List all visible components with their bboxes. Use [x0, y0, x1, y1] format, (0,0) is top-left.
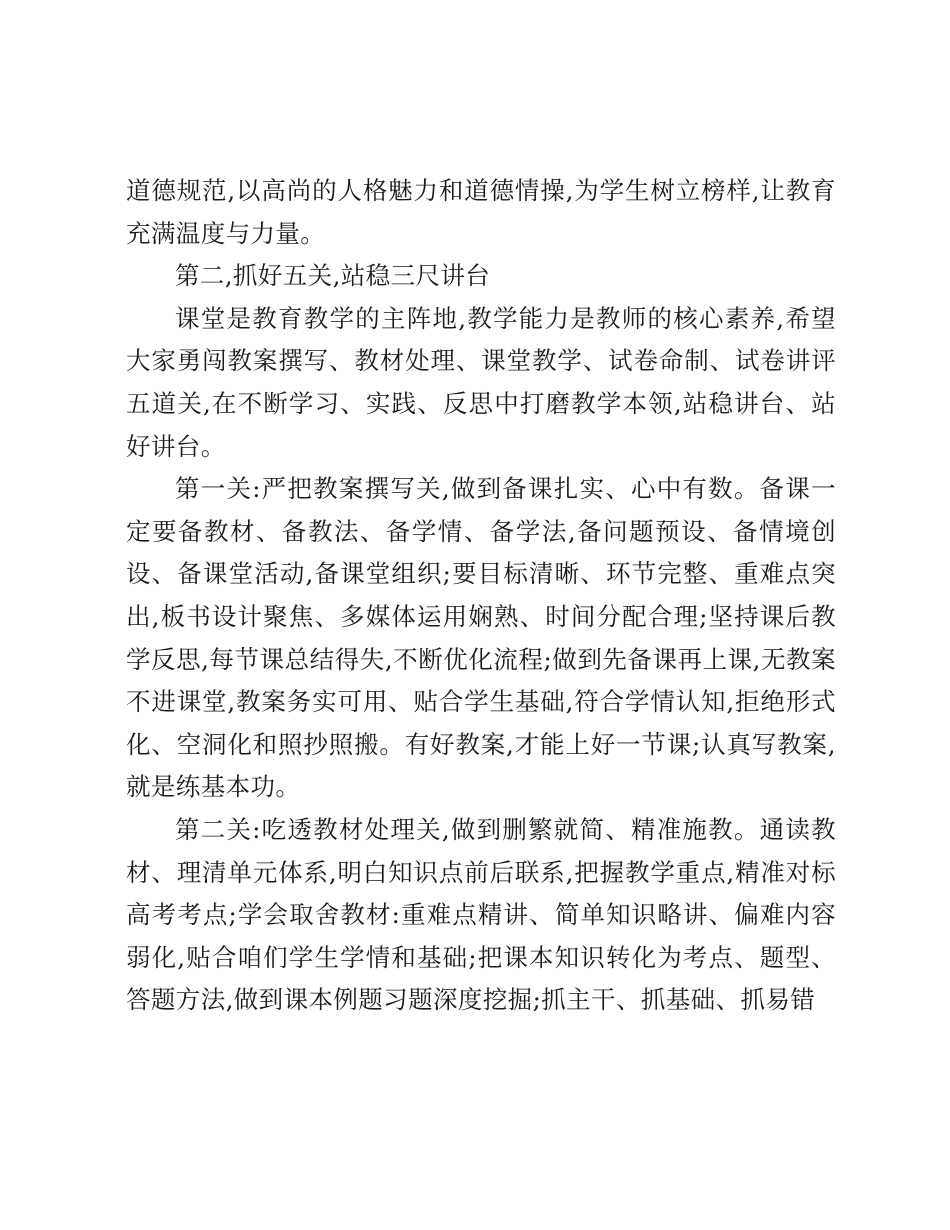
paragraph-intro: 课堂是教育教学的主阵地,教学能力是教师的核心素养,希望大家勇闯教案撰写、教材处理、课堂教学、试卷命制、试卷讲评五道关,在不断学习、实践、反思中打磨教学本领,站稳讲台、站好讲台。 [126, 303, 836, 461]
document-body [126, 170, 836, 1022]
paragraph-second-pass: 第二关:吃透教材处理关,做到删繁就简、精准施教。通读教材、理清单元体系,明白知识点前后联系,把握教学重点,精准对标高考考点;学会取舍教材:重难点精讲、简单知识略讲、偏难内容弱化,贴合咱们学生学情和基础;把课本知识转化为考点、题型、答题方法,做到课本例题习题深度挖掘;抓主干、抓基础、抓易错 [126, 814, 836, 1015]
paragraph-continuation: 道德规范,以高尚的人格魅力和道德情操,为学生树立榜样,让教育充满温度与力量。 [126, 176, 836, 248]
paragraph-first-pass: 第一关:严把教案撰写关,做到备课扎实、心中有数。备课一定要备教材、备教法、备学情、备学法,备问题预设、备情境创设、备课堂活动,备课堂组织;要目标清晰、环节完整、重难点突出,板书设计聚焦、多媒体运用娴熟、时间分配合理;坚持课后教学反思,每节课总结得失,不断优化流程;做到先备课再上课,无教案不进课堂,教案务实可用、贴合学生基础,符合学情认知,拒绝形式化、空洞化和照抄照搬。有好教案,才能上好一节课;认真写教案,就是练基本功。 [126, 474, 836, 802]
section-heading: 第二,抓好五关,站稳三尺讲台 [175, 261, 491, 291]
